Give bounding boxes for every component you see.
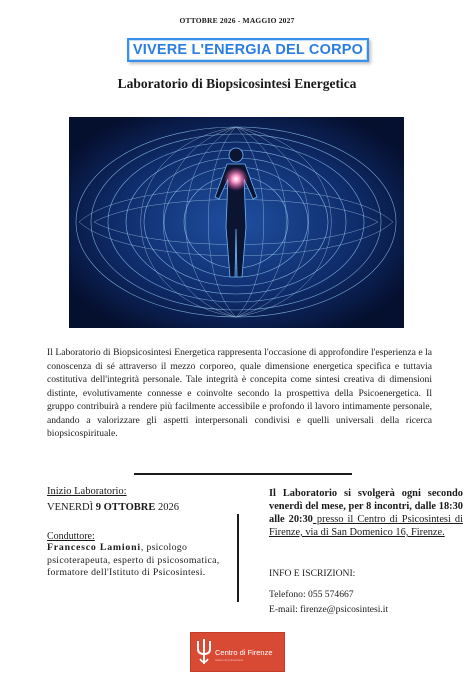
centro-firenze-logo — [190, 632, 285, 672]
start-date — [47, 502, 227, 513]
subtitle: Laboratorio di Biopsicosintesi Energetica — [117, 76, 357, 91]
divider-vertical — [237, 514, 239, 602]
schedule-text — [269, 487, 463, 539]
date-range: OTTOBRE 2026 - MAGGIO 2027 — [179, 16, 295, 25]
info-label: INFO E ISCRIZIONI: — [269, 568, 356, 579]
torus-energy-graphic — [69, 117, 404, 328]
energy-body-illustration — [69, 117, 404, 328]
intro-paragraph: Il Laboratorio di Biopsicosintesi Energetica rappresenta l'occasione di approfondire l'esperienza e la conoscenza di sé attraverso il mezzo corporeo, quale dimensione energetica specifica e tuttavia costitutiva dell'integrità personale. Tale integrità è concepita come sintesi creativa di dimensioni distinte, evolutivamente connesse e coinvolte secondo la prospettiva della Psicoenergetica. Il gruppo contribuirà a rendere più facilmente accessibile e profondo il lavoro intimamente personale, andando a valorizzare gli aspetti interpersonali condivisi e quelli universali della ricerca biopsicospirituale. — [47, 347, 432, 439]
start-label: Inizio Laboratorio: — [47, 486, 127, 497]
title-banner — [127, 38, 369, 62]
psi-logo-icon — [195, 635, 213, 668]
conductor-bio: , psicologo psicoterapeuta, esperto di psicosomatica, formatore dell'Istituto di Psicosintesi. — [47, 542, 220, 578]
logo-text: Centro di Firenze — [215, 648, 273, 657]
start-year: 2026 — [155, 502, 179, 513]
phone-number: Telefono: 055 574667 — [269, 589, 354, 600]
heart-light — [224, 167, 248, 191]
schedule-bold: Il Laboratorio si svolgerà ogni secondo venerdì del mese, per 8 incontri, dalle 18:30 alle 20:30 — [269, 488, 463, 525]
details-left — [47, 486, 227, 580]
conductor-name: Francesco Lamioni — [47, 542, 141, 553]
email-address: E-mail: firenze@psicosintesi.it — [269, 604, 389, 615]
divider-horizontal — [134, 473, 352, 475]
start-day: VENERDÌ — [47, 502, 96, 513]
details-right — [269, 487, 463, 616]
conductor-label: Conduttore: — [47, 531, 95, 542]
main-title: VIVERE L'ENERGIA DEL CORPO — [132, 42, 364, 58]
start-date-bold: 9 OTTOBRE — [95, 502, 156, 513]
conductor-description — [47, 542, 227, 580]
venue-address: presso il Centro di Psicosintesi di Firenze, via di San Domenico 16, Firenze. — [269, 514, 463, 538]
logo-subtext: istituto di psicosintesi — [215, 658, 244, 662]
